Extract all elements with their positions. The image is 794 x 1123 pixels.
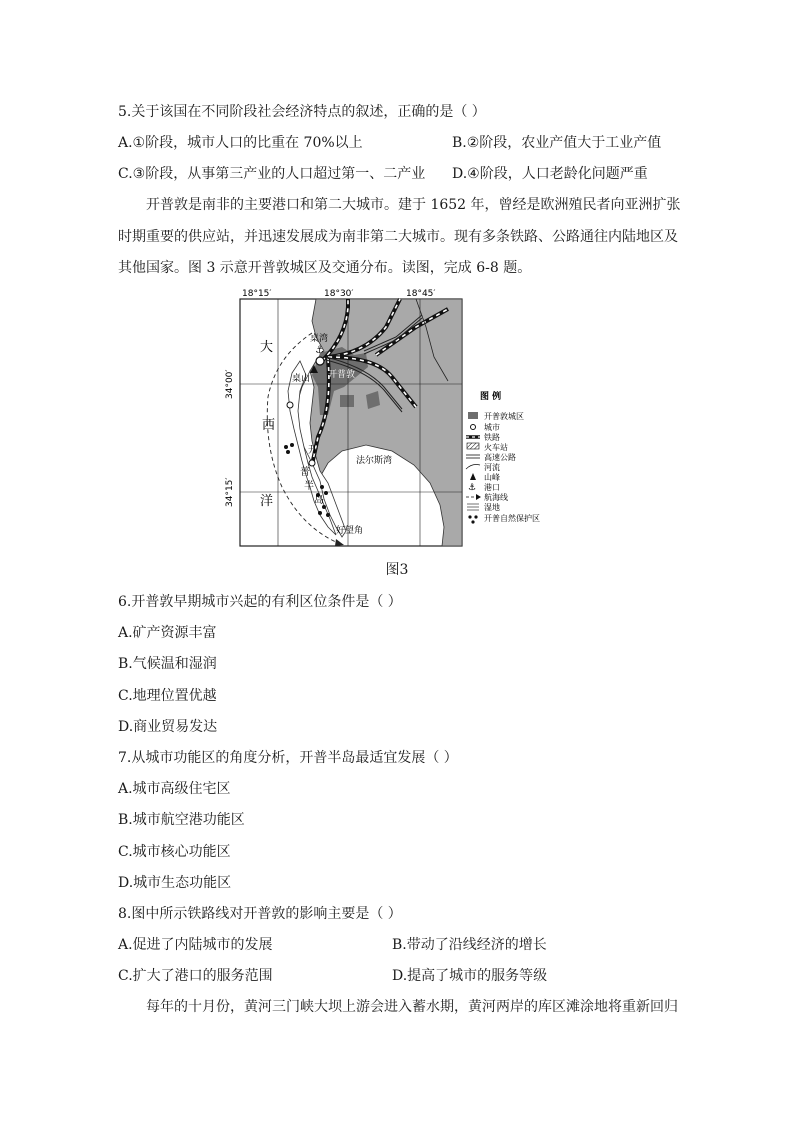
q8-stem: 8.图中所示铁路线对开普敦的影响主要是（ ） bbox=[118, 906, 402, 922]
legend-label-peak: 山峰 bbox=[484, 473, 500, 482]
q7-option-d: D.城市生态功能区 bbox=[118, 875, 232, 891]
figure-caption: 图3 bbox=[385, 562, 409, 578]
q6-option-b: B.气候温和湿润 bbox=[118, 656, 217, 672]
legend-label-reserve: 开普自然保护区 bbox=[484, 514, 540, 523]
cape-town-map bbox=[216, 287, 566, 555]
ocean-label-char-3: 洋 bbox=[260, 494, 274, 509]
legend-city-icon bbox=[471, 425, 476, 430]
q5-option-c: C.③阶段，从事第三产业的人口超过第一、二产业 bbox=[118, 166, 426, 182]
peninsula-char-2: 普 bbox=[300, 467, 310, 478]
q8-option-a: A.促进了内陆城市的发展 bbox=[118, 937, 273, 953]
legend-label-railway: 铁路 bbox=[484, 433, 500, 442]
legend-wetland-icon bbox=[467, 504, 479, 510]
label-table-mountain: 桌山 bbox=[292, 374, 311, 384]
legend-reserve-icon bbox=[468, 515, 477, 523]
city-marker-cape-town bbox=[316, 357, 324, 365]
passage2-line1: 每年的十月份，黄河三门峡大坝上游会进入蓄水期，黄河两岸的库区滩涂地将重新回归 bbox=[146, 999, 678, 1015]
q7-option-b: B.城市航空港功能区 bbox=[118, 812, 245, 828]
lat-label-34-00: 34°00′ bbox=[225, 369, 235, 399]
map-legend bbox=[466, 390, 540, 524]
q8-option-b: B.带动了沿线经济的增长 bbox=[392, 937, 547, 953]
city-marker bbox=[309, 460, 315, 466]
q5-option-b: B.②阶段，农业产值大于工业产值 bbox=[452, 135, 662, 151]
q7-option-c: C.城市核心功能区 bbox=[118, 844, 231, 860]
legend-urban-swatch bbox=[468, 412, 478, 419]
peninsula-char-3: 半 bbox=[304, 481, 314, 492]
label-table-bay: 桌湾 bbox=[310, 334, 329, 344]
passage1-line1: 开普敦是南非的主要港口和第二大城市。建于 1652 年，曾经是欧洲殖民者向亚洲扩张 bbox=[146, 197, 681, 213]
legend-peak-icon bbox=[470, 473, 476, 480]
q7-option-a: A.城市高级住宅区 bbox=[118, 781, 231, 797]
legend-label-station: 火车站 bbox=[484, 443, 508, 452]
q6-option-a: A.矿产资源丰富 bbox=[118, 625, 217, 641]
city-marker bbox=[287, 402, 293, 408]
peninsula-char-1: 开 bbox=[308, 445, 318, 456]
q5-option-d: D.④阶段，人口老龄化问题严重 bbox=[452, 166, 648, 182]
legend-label-wetland: 湿地 bbox=[484, 503, 500, 512]
q6-option-c: C.地理位置优越 bbox=[118, 688, 217, 704]
q8-option-c: C.扩大了港口的服务范围 bbox=[118, 968, 273, 984]
legend-label-city: 城市 bbox=[484, 423, 500, 432]
label-false-bay: 法尔斯湾 bbox=[356, 456, 393, 466]
peninsula-char-4: 岛 bbox=[314, 495, 324, 506]
legend-label-port: 港口 bbox=[484, 483, 500, 492]
legend-title: 图 例 bbox=[480, 392, 502, 402]
label-cape-town: 开普敦 bbox=[328, 370, 356, 380]
lon-label-18-30: 18°30′ bbox=[324, 289, 354, 299]
label-cape-good-hope: 好望角 bbox=[336, 526, 364, 536]
q5-stem: 5.关于该国在不同阶段社会经济特点的叙述，正确的是（ ） bbox=[118, 104, 486, 120]
urban-patch bbox=[340, 395, 354, 407]
legend-label-highway: 高速公路 bbox=[484, 453, 516, 462]
q6-stem: 6.开普敦早期城市兴起的有利区位条件是（ ） bbox=[118, 594, 402, 610]
lat-label-34-15: 34°15′ bbox=[225, 477, 235, 507]
passage1-line2: 时期重要的供应站，并迅速发展成为南非第二大城市。现有多条铁路、公路通往内陆地区及 bbox=[118, 229, 678, 245]
q7-stem: 7.从城市功能区的角度分析，开普半岛最适宜发展（ ） bbox=[118, 750, 458, 766]
legend-river-icon bbox=[466, 465, 480, 470]
q8-option-d: D.提高了城市的服务等级 bbox=[392, 968, 548, 984]
ocean-label-char-1: 大 bbox=[260, 340, 274, 355]
anchor-icon: ⚓ bbox=[315, 345, 324, 356]
q6-option-d: D.商业贸易发达 bbox=[118, 719, 218, 735]
ocean-label-char-2: 西 bbox=[262, 418, 276, 433]
lon-label-18-15: 18°15′ bbox=[242, 289, 272, 299]
legend-station-icon bbox=[467, 443, 479, 449]
legend-anchor-icon: ⚓ bbox=[468, 483, 477, 493]
legend-label-urban: 开普敦城区 bbox=[484, 412, 524, 421]
lon-label-18-45: 18°45′ bbox=[406, 289, 436, 299]
q5-option-a: A.①阶段，城市人口的比重在 70%以上 bbox=[118, 135, 363, 151]
passage1-line3: 其他国家。图 3 示意开普敦城区及交通分布。读图，完成 6-8 题。 bbox=[118, 260, 532, 276]
legend-label-river: 河流 bbox=[484, 463, 500, 472]
legend-label-route: 航海线 bbox=[484, 493, 508, 502]
